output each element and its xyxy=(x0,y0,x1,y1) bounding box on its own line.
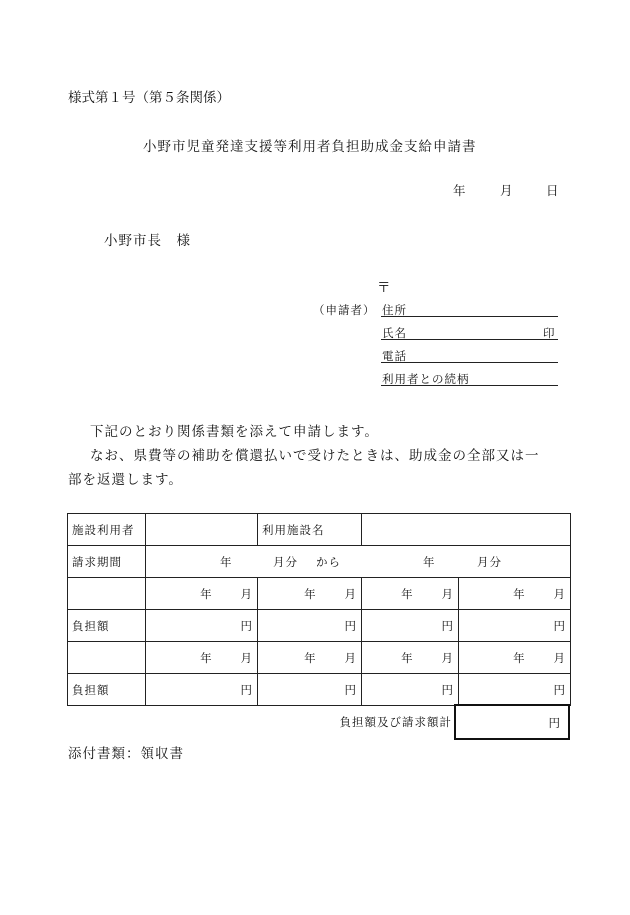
year-month-cell: 年 月 xyxy=(146,578,258,610)
address-label: 住所 xyxy=(382,303,407,317)
body-line-1: 下記のとおり関係書類を添えて申請します。 xyxy=(90,424,379,440)
year-month-cell: 年 月 xyxy=(459,578,571,610)
period-to-month: 月分 xyxy=(477,555,502,569)
total-row xyxy=(67,704,570,738)
table-row xyxy=(68,642,571,674)
relationship-underline xyxy=(381,385,558,386)
burden-label: 負担額 xyxy=(68,610,146,642)
form-number: 様式第１号（第５条関係） xyxy=(68,90,230,106)
date-month: 月 xyxy=(500,183,513,198)
body-line-3: 部を返還します。 xyxy=(68,472,183,488)
application-table xyxy=(67,513,571,706)
relationship-label: 利用者との続柄 xyxy=(382,372,470,386)
name-label: 氏名 xyxy=(382,326,407,340)
year-month-cell: 年 月 xyxy=(459,642,571,674)
row-label-empty xyxy=(68,642,146,674)
yen-cell: 円 xyxy=(258,674,362,706)
facility-name-label: 利用施設名 xyxy=(258,514,362,546)
attachments: 添付書類：領収書 xyxy=(68,746,184,762)
burden-label: 負担額 xyxy=(68,674,146,706)
yen-cell: 円 xyxy=(362,674,459,706)
period-to-year: 年 xyxy=(423,555,436,569)
total-box xyxy=(454,704,570,740)
total-yen: 円 xyxy=(548,716,560,730)
table-row xyxy=(68,674,571,706)
document-title: 小野市児童発達支援等利用者負担助成金支給申請書 xyxy=(143,139,477,155)
period-from-year: 年 xyxy=(220,555,233,569)
year-month-cell: 年 月 xyxy=(258,578,362,610)
yen-cell: 円 xyxy=(362,610,459,642)
year-month-cell: 年 月 xyxy=(362,578,459,610)
year-month-cell: 年 月 xyxy=(258,642,362,674)
row-label-empty xyxy=(68,578,146,610)
seal-mark: 印 xyxy=(543,326,556,340)
date-year: 年 xyxy=(453,183,466,198)
table-row xyxy=(68,514,571,546)
yen-cell: 円 xyxy=(146,610,258,642)
facility-user-label: 施設利用者 xyxy=(68,514,146,546)
table-row xyxy=(68,546,571,578)
yen-cell: 円 xyxy=(258,610,362,642)
postal-mark: 〒 xyxy=(377,280,391,296)
year-month-cell: 年 月 xyxy=(146,642,258,674)
date-day: 日 xyxy=(546,183,559,198)
table-row xyxy=(68,610,571,642)
total-label: 負担額及び請求額計 xyxy=(339,715,452,729)
addressee: 小野市長 様 xyxy=(104,233,191,249)
period-from-kara: から xyxy=(316,555,341,569)
yen-cell: 円 xyxy=(459,610,571,642)
yen-cell: 円 xyxy=(146,674,258,706)
phone-label: 電話 xyxy=(382,349,407,363)
year-month-cell: 年 月 xyxy=(362,642,459,674)
facility-user-value xyxy=(146,514,258,546)
name-underline xyxy=(381,339,558,340)
yen-cell: 円 xyxy=(459,674,571,706)
period-from-month: 月分 xyxy=(273,555,298,569)
body-line-2: なお、県費等の補助を償還払いで受けたときは、助成金の全部又は一 xyxy=(90,448,540,464)
billing-period-label: 請求期間 xyxy=(68,546,146,578)
phone-underline xyxy=(381,362,558,363)
address-underline xyxy=(381,316,558,317)
table-row xyxy=(68,578,571,610)
billing-period-value xyxy=(146,546,571,578)
facility-name-value xyxy=(362,514,571,546)
applicant-label: （申請者） xyxy=(313,303,376,317)
